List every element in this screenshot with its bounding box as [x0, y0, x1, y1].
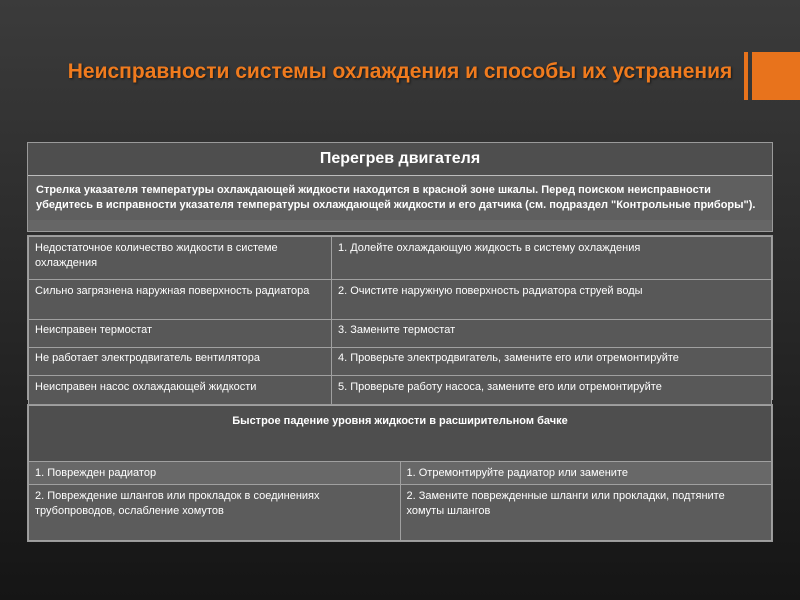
table-row — [29, 237, 772, 280]
table-header-row — [29, 406, 772, 462]
fix-cell: 4. Проверьте электродвигатель, замените его или отремонтируйте — [332, 348, 772, 376]
fix-cell: 3. Замените термостат — [332, 320, 772, 348]
overheat-description: Стрелка указателя температуры охлаждающей жидкости находится в красной зоне шкалы. Перед поиском неисправности убедитесь в исправности указателя температуры охлаждающей жидкости и его датчика (см. подраздел "Контрольные приборы"). — [28, 176, 772, 220]
table-row — [29, 376, 772, 407]
overheat-header: Перегрев двигателя — [28, 143, 772, 176]
fix-cell: 1. Отремонтируйте радиатор или замените — [400, 462, 772, 485]
fix-cell: 2. Замените поврежденные шланги или прокладки, подтяните хомуты шлангов — [400, 485, 772, 541]
fix-cell: 1. Долейте охлаждающую жидкость в систему охлаждения — [332, 237, 772, 280]
table-row — [29, 320, 772, 348]
table-row — [29, 280, 772, 320]
table-row — [29, 462, 772, 485]
slide-title: Неисправности системы охлаждения и способы их устранения — [67, 60, 733, 83]
fix-cell: 2. Очистите наружную поверхность радиатора струей воды — [332, 280, 772, 320]
fault-cell: 1. Поврежден радиатор — [29, 462, 401, 485]
coolant-drop-header: Быстрое падение уровня жидкости в расширительном бачке — [29, 406, 772, 462]
table-row — [29, 485, 772, 541]
coolant-drop-table — [27, 404, 773, 542]
table-row — [29, 348, 772, 376]
overheat-table — [27, 235, 773, 400]
fault-cell: Неисправен насос охлаждающей жидкости — [29, 376, 332, 407]
fault-cell: Сильно загрязнена наружная поверхность радиатора — [29, 280, 332, 320]
fault-cell: Не работает электродвигатель вентилятора — [29, 348, 332, 376]
overheat-section — [27, 142, 773, 232]
fault-cell: Неисправен термостат — [29, 320, 332, 348]
fault-cell: Недостаточное количество жидкости в системе охлаждения — [29, 237, 332, 280]
fault-cell: 2. Повреждение шлангов или прокладок в соединениях трубопроводов, ослабление хомутов — [29, 485, 401, 541]
fix-cell: 5. Проверьте работу насоса, замените его или отремонтируйте — [332, 376, 772, 407]
